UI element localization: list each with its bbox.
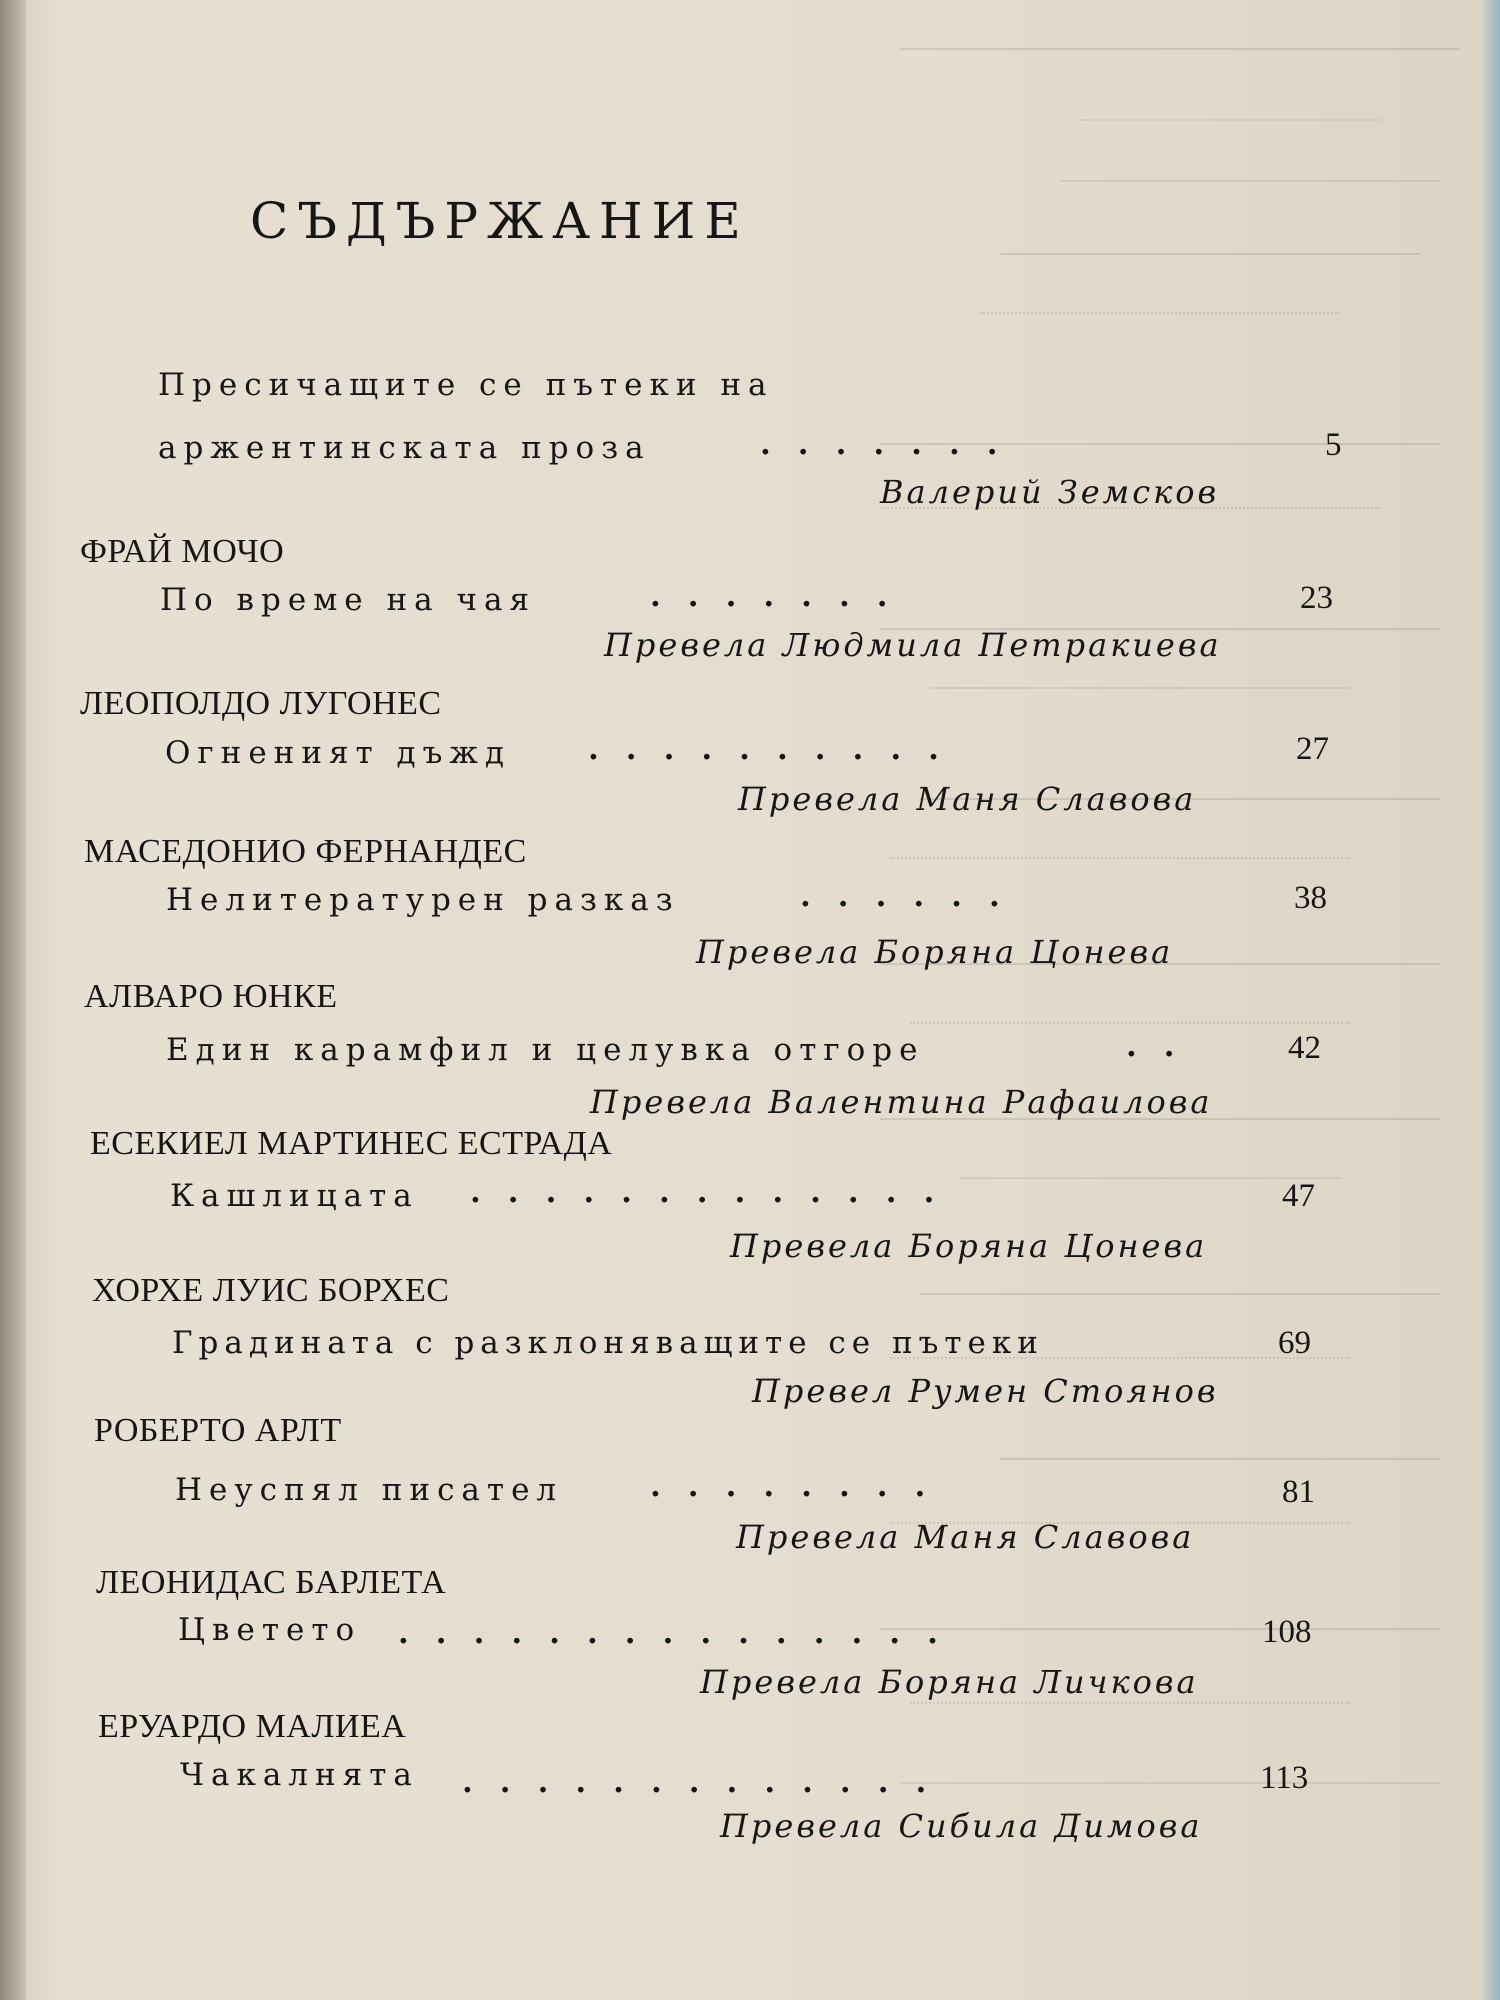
entry-translator: Превела Маня Славова (738, 780, 1197, 818)
entry-title: Огненият дъжд (165, 735, 511, 771)
book-spine-shadow (0, 0, 26, 2000)
page-number: 27 (1296, 731, 1329, 767)
entry-author: МАСЕДОНИО ФЕРНАНДЕС (84, 833, 527, 870)
page-number: 23 (1300, 580, 1333, 616)
entry-author: РОБЕРТО АРЛТ (94, 1412, 342, 1449)
dot-leader: ............... (398, 1615, 965, 1651)
entry-translator: Превела Валентина Рафаилова (590, 1083, 1213, 1121)
dot-leader: .......... (588, 731, 966, 767)
entry-title: Цветето (178, 1612, 362, 1648)
entry-title: Градината с разклоняващите се пътеки (172, 1325, 1044, 1361)
entry-translator: Превела Людмила Петракиева (604, 626, 1222, 664)
entry-author: ХОРХЕ ЛУИС БОРХЕС (92, 1272, 450, 1309)
intro-title-line-2: аржентинската проза (158, 430, 651, 466)
page-number: 81 (1282, 1474, 1315, 1510)
page-number: 38 (1294, 880, 1327, 916)
entry-author: ЛЕОНИДАС БАРЛЕТА (96, 1564, 447, 1601)
entry-title: Един карамфил и целувка отгоре (166, 1032, 925, 1068)
page-number: 69 (1278, 1325, 1311, 1361)
dot-leader: ....... (650, 578, 915, 614)
intro-author: Валерий Земсков (880, 473, 1220, 511)
dot-leader: ....... (760, 426, 1025, 462)
dot-leader: .. (1126, 1028, 1202, 1064)
entry-title: Чакалнята (180, 1757, 419, 1793)
entry-author: ЛЕОПОЛДО ЛУГОНЕС (80, 685, 442, 722)
entry-translator: Превела Боряна Личкова (700, 1663, 1199, 1701)
entry-translator: Превела Маня Славова (736, 1518, 1195, 1556)
entry-author: ЕРУАРДО МАЛИЕА (98, 1708, 407, 1745)
entry-title: Кашлицата (170, 1178, 419, 1214)
page-number: 113 (1260, 1760, 1309, 1796)
entry-title: Неуспял писател (175, 1472, 564, 1508)
intro-title-line-1: Пресичащите се пътеки на (158, 367, 774, 403)
entry-translator: Превела Боряна Цонева (730, 1227, 1208, 1265)
entry-translator: Превела Сибила Димова (720, 1807, 1203, 1845)
entry-translator: Превела Боряна Цонева (696, 933, 1174, 971)
page-title: СЪДЪРЖАНИЕ (250, 192, 750, 250)
dot-leader: ............. (462, 1764, 954, 1800)
entry-translator: Превел Румен Стоянов (752, 1372, 1219, 1410)
entry-title: Нелитературен разказ (166, 882, 680, 918)
page-edge (1482, 0, 1500, 2000)
dot-leader: ...... (800, 878, 1027, 914)
page-number: 5 (1325, 427, 1342, 463)
dot-leader: ........ (650, 1468, 953, 1504)
page-number: 42 (1288, 1030, 1321, 1066)
dot-leader: ............. (470, 1174, 962, 1210)
page-number: 108 (1262, 1614, 1312, 1650)
entry-author: ЕСЕКИЕЛ МАРТИНЕС ЕСТРАДА (90, 1125, 613, 1162)
page-number: 47 (1282, 1178, 1315, 1214)
entry-author: АЛВАРО ЮНКЕ (84, 978, 338, 1015)
entry-title: По време на чая (160, 582, 537, 618)
entry-author: ФРАЙ МОЧО (80, 533, 285, 570)
